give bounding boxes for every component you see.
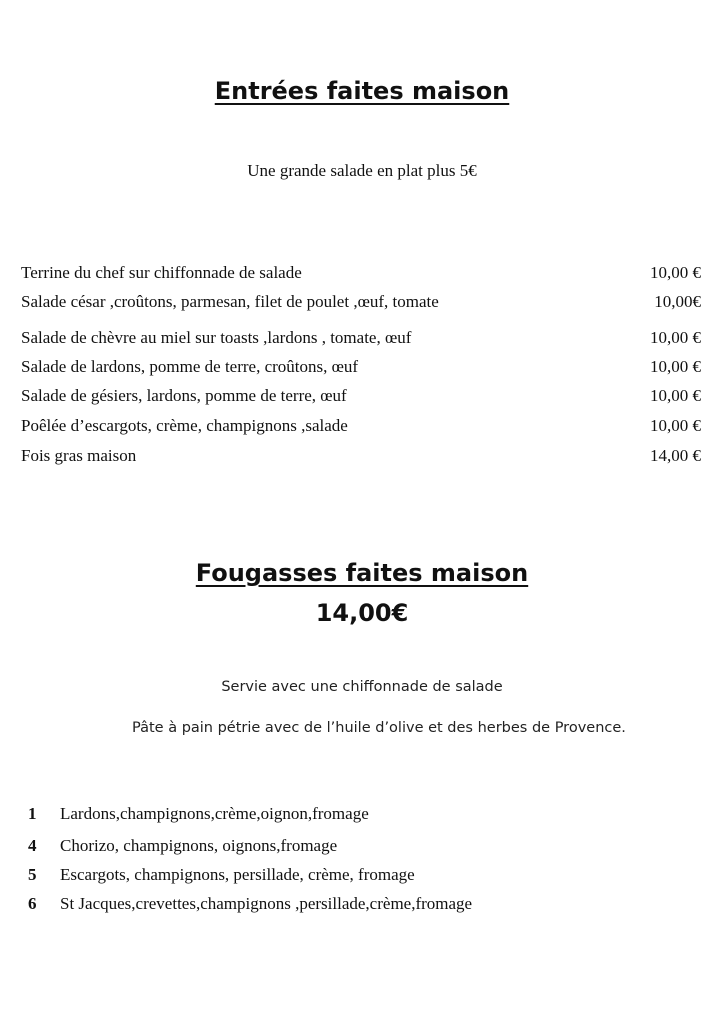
- item-number: 4: [28, 836, 37, 855]
- entrees-note: Une grande salade en plat plus 5€: [247, 161, 477, 180]
- item-price: 10,00 €: [650, 386, 701, 405]
- menu-item: [21, 327, 701, 349]
- menu-item: [21, 415, 701, 437]
- fougasses-note-dough-block: [132, 718, 712, 738]
- menu-item: [21, 356, 701, 378]
- item-number: 6: [28, 894, 37, 913]
- item-name: Poêlée d’escargots, crème, champignons ,salade: [21, 416, 348, 435]
- item-price: 10,00 €: [650, 416, 701, 435]
- item-name: Fois gras maison: [21, 446, 137, 465]
- item-desc: Chorizo, champignons, oignons,fromage: [60, 836, 338, 855]
- menu-item: [21, 445, 701, 467]
- fougasse-item: [28, 864, 648, 886]
- fougasses-title: Fougasses faites maison: [195, 559, 529, 587]
- item-name: Salade de lardons, pomme de terre, croûtons, œuf: [21, 357, 359, 376]
- item-desc: Lardons,champignons,crème,oignon,fromage: [60, 804, 369, 823]
- entrees-title: Entrées faites maison: [214, 77, 510, 105]
- item-desc: St Jacques,crevettes,champignons ,persillade,crème,fromage: [60, 894, 473, 913]
- fougasse-item: [28, 893, 648, 915]
- entrees-title-block: [0, 76, 724, 106]
- fougasses-price: 14,00€: [315, 599, 409, 627]
- fougasses-note-salad-block: [0, 677, 724, 697]
- menu-item: [21, 291, 701, 313]
- item-name: Terrine du chef sur chiffonnade de salade: [21, 263, 302, 282]
- menu-item: [21, 262, 701, 284]
- item-name: Salade césar ,croûtons, parmesan, filet de poulet ,œuf, tomate: [21, 292, 439, 311]
- menu-item: [21, 385, 701, 407]
- fougasses-title-block: [0, 558, 724, 588]
- item-desc: Escargots, champignons, persillade, crème, fromage: [60, 865, 415, 884]
- item-price: 10,00€: [654, 292, 701, 311]
- entrees-list: [21, 262, 701, 467]
- item-price: 14,00 €: [650, 446, 701, 465]
- item-number: 5: [28, 865, 37, 884]
- fougasses-price-block: [0, 598, 724, 628]
- fougasse-item: [28, 803, 648, 825]
- item-price: 10,00 €: [650, 357, 701, 376]
- item-name: Salade de chèvre au miel sur toasts ,lardons , tomate, œuf: [21, 328, 412, 347]
- item-price: 10,00 €: [650, 328, 701, 347]
- fougasse-item: [28, 835, 648, 857]
- fougasses-note-dough: Pâte à pain pétrie avec de l’huile d’olive et des herbes de Provence.: [132, 720, 626, 736]
- item-name: Salade de gésiers, lardons, pomme de terre, œuf: [21, 386, 347, 405]
- fougasses-note-salad: Servie avec une chiffonnade de salade: [221, 679, 503, 695]
- fougasses-list: [28, 803, 648, 915]
- item-price: 10,00 €: [650, 263, 701, 282]
- entrees-note-block: [0, 160, 724, 182]
- item-number: 1: [28, 804, 37, 823]
